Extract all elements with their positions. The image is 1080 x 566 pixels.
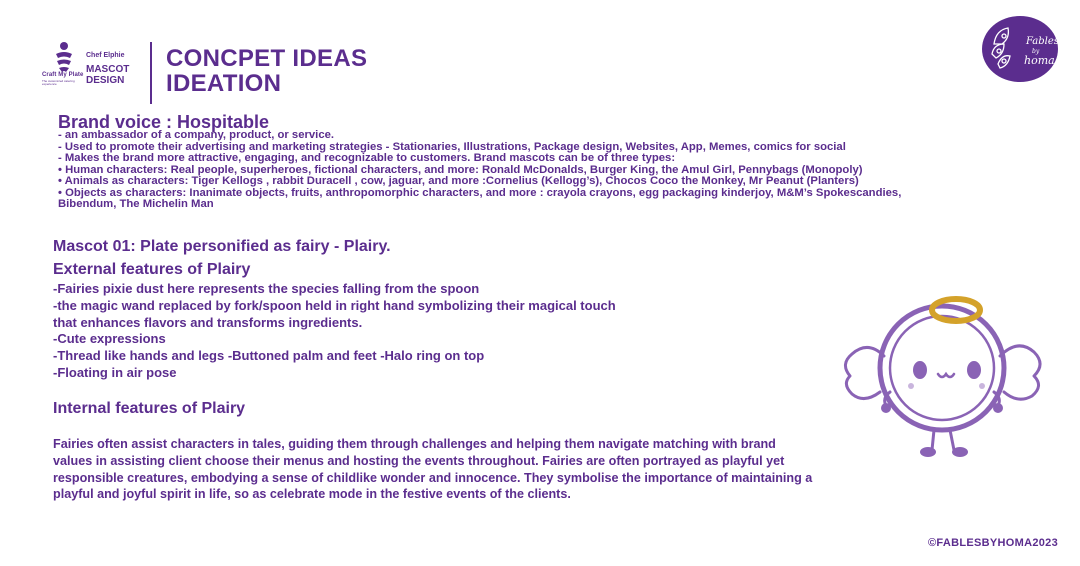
external-features-list — [53, 281, 813, 382]
logo-line1: Fables — [1026, 36, 1059, 47]
list-item: -Cute expressions — [53, 331, 166, 347]
header-divider — [150, 42, 152, 104]
list-item: -Thread like hands and legs -Buttoned palm and feet -Halo ring on top — [53, 348, 485, 364]
section-label-line1: MASCOT — [86, 64, 130, 75]
list-item: • Objects as characters: Inanimate objects, fruits, anthropomorphic characters, and more : crayola crayons, egg packaging kinderjoy, M&M’s Spokescandies, Bibendum, The Michelin Man — [58, 186, 902, 210]
external-features-title: External features of Plairy — [53, 261, 251, 278]
list-item: -the magic wand replaced by fork/spoon held in right hand symbolizing their magical touch — [53, 297, 616, 313]
list-item: - an ambassador of a company, product, or service. — [58, 129, 335, 141]
chef-name: Chef Elphie — [86, 52, 125, 59]
internal-features-title: Internal features of Plairy — [53, 400, 246, 417]
list-item: -Fairies pixie dust here represents the species falling from the spoon — [53, 281, 480, 296]
list-item: -Floating in air pose — [53, 364, 177, 380]
page-title-line1: CONCPET IDEAS — [166, 45, 368, 72]
plairy-mascot-illustration — [838, 280, 1048, 470]
fables-by-homa-logo — [980, 14, 1060, 84]
brand-voice-list — [58, 130, 1058, 211]
logo-line2: by — [1032, 48, 1040, 55]
logo-line3: homa — [1024, 54, 1055, 67]
internal-features-text: Fairies often assist characters in tales, guiding them through challenges and helping them navigate matching with brand values in assisting client choose their menus and hosting the events throughout. Fairies are often portrayed as playful yet responsible creatures, embodying a sense of childlike wonder and innocence. They symbolise the importance of maintaining a playful and joyful spirit in life, so as celebrate mode in the festive events of the clients. — [53, 437, 813, 502]
page-title — [166, 46, 426, 96]
list-item: • Animals as characters: Tiger Kellogs , rabbit Duracell , cow, jaguar, and more :Cornelius (Kellogg’s), Chocos Coco the Monkey, Mr Peanut (Planters) — [58, 175, 859, 187]
list-item: • Human characters: Real people, superheroes, fictional characters, and more: Ronald McDonalds, Burger King, the Amul Girl, Pennybags (Monopoly) — [58, 163, 863, 176]
brand-voice-title: Brand voice : Hospitable — [58, 112, 270, 132]
copyright-text: ©FABLESBYHOMA2023 — [928, 537, 1058, 549]
brand-tagline: The customized catering experience — [42, 79, 75, 87]
section-label-line2: DESIGN — [86, 75, 125, 86]
list-item: that enhances flavors and transforms ingredients. — [53, 314, 363, 330]
list-item: - Makes the brand more attractive, engaging, and recognizable to customers. Brand mascots can be of three types: — [58, 152, 676, 164]
section-label — [86, 64, 146, 86]
mascot-title: Mascot 01: Plate personified as fairy - Plairy. — [53, 238, 391, 255]
brand-name: Craft My Plate — [42, 72, 84, 78]
page-title-line2: IDEATION — [166, 70, 282, 97]
list-item: - Used to promote their advertising and marketing strategies - Stationaries, Illustrations, Package design, Websites, App, Memes, comics for social — [58, 140, 846, 153]
